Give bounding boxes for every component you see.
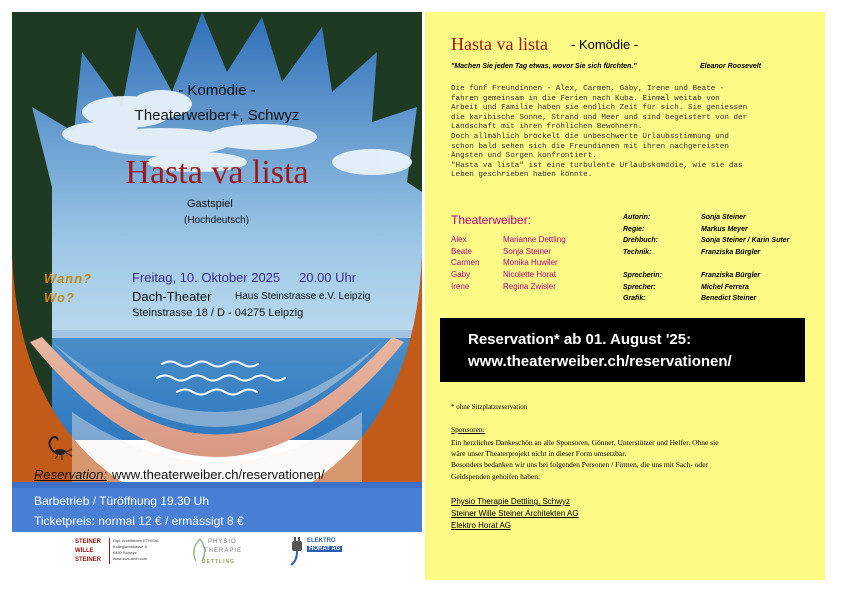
physio-logo-line3: DETTLING bbox=[202, 559, 235, 565]
steiner-logo-detail4: www.sws-arch.com bbox=[113, 556, 148, 561]
reservation-banner-url[interactable]: www.theaterweiber.ch/reservationen/ bbox=[468, 353, 732, 370]
venue-name: Dach-Theater bbox=[132, 289, 212, 304]
cast-role: Alex bbox=[451, 235, 467, 245]
cast-heading: Theaterweiber: bbox=[451, 213, 532, 227]
steiner-logo-detail2: Kollegiumstrasse 5 bbox=[113, 544, 147, 549]
sponsor-link[interactable]: Elektro Horat AG bbox=[451, 521, 512, 530]
cast-actor: Monika Huwiler bbox=[503, 258, 558, 268]
synopsis-line: Landschaft mit ihren fröhlichen Bewohnern. bbox=[451, 123, 643, 132]
plug-icon bbox=[287, 537, 309, 569]
crew-role: Drehbuch: bbox=[623, 237, 658, 245]
synopsis-line: "Hasta va lista" ist eine turbulente Urlaubskomödie, wie sie das bbox=[451, 161, 743, 170]
cast-row bbox=[451, 257, 566, 269]
crew-row bbox=[623, 282, 789, 294]
crew-name: Sonja Steiner / Karin Suter bbox=[701, 237, 790, 245]
venue-house: Haus Steinstrasse e.V. Leipzig bbox=[235, 291, 371, 302]
steiner-logo-detail3: 6430 Schwyz bbox=[113, 550, 137, 555]
cast-role: Carmen bbox=[451, 258, 480, 268]
elektro-logo-line2: HORAT AG bbox=[309, 546, 341, 552]
physio-logo-line2: THERAPIE bbox=[204, 548, 243, 554]
physio-logo-line1: PHYSIO bbox=[208, 539, 237, 545]
crew-role bbox=[623, 258, 701, 270]
venue-address: Steinstrasse 18 / D - 04275 Leipzig bbox=[132, 307, 304, 319]
crew-list bbox=[623, 212, 789, 305]
event-date: Freitag, 10. Oktober 2025 bbox=[132, 270, 281, 285]
synopsis-line: Leben geschrieben haben könnte. bbox=[451, 171, 593, 180]
elektro-horat-logo bbox=[287, 537, 357, 573]
ticket-prices: Ticketpreis: normal 12 € / ermässigt 8 € bbox=[34, 514, 244, 528]
where-label: Wo? bbox=[44, 290, 75, 305]
sponsors-text-line: Geldspenden geholfen haben: bbox=[451, 471, 541, 481]
crew-role: Sprecherin: bbox=[623, 272, 662, 280]
event-time: 20.00 Uhr bbox=[299, 270, 357, 285]
reservation-url[interactable]: www.theaterweiber.ch/reservationen/ bbox=[112, 467, 325, 482]
sponsor-link[interactable]: Physio Therapie Dettling, Schwyz bbox=[451, 497, 571, 506]
crew-row bbox=[623, 258, 789, 270]
synopsis-line: die karibische Sonne, Strand und Meer und sind begeistert von der bbox=[451, 113, 748, 122]
synopsis-line: schon bald sehen sich die Freundinnen mit ihren nachgereisten bbox=[451, 142, 729, 151]
crew-row bbox=[623, 235, 789, 247]
crew-name: Franziska Bürgler bbox=[701, 249, 761, 257]
info-bar bbox=[12, 488, 422, 532]
info-title: Hasta va lista bbox=[451, 34, 548, 54]
bar-opening-text: Barbetrieb / Türöffnung 19.30 Uh bbox=[34, 494, 210, 508]
synopsis-line: Arbeit und Familie haben sie endlich Zeit für sich. Sie geniessen bbox=[451, 104, 748, 113]
crew-role: Autorin: bbox=[623, 214, 651, 222]
crew-role: Regie: bbox=[623, 225, 645, 233]
synopsis-line: Doch allmählich bröckelt die unbeschwerte Urlaubsstimmung und bbox=[451, 132, 729, 141]
reservation-label: Reservation: bbox=[34, 467, 107, 482]
sponsors-text-line: wäre unser Theaterprojekt nicht in dieser Form umsetzbar. bbox=[451, 449, 627, 459]
sponsors-text-line: Besonders bedanken wir uns bei folgenden Personen / Firmen, die uns mit Sach- oder bbox=[451, 460, 709, 470]
poster-genre: - Komödie - bbox=[178, 82, 256, 99]
sponsors-text bbox=[451, 437, 821, 482]
cast-actor: Marianne Dettling bbox=[503, 235, 566, 245]
quote-author: Eleanor Roosevelt bbox=[700, 63, 762, 70]
crew-name: Michel Ferrera bbox=[701, 283, 749, 291]
cast-role: Irene bbox=[451, 281, 470, 291]
poster-title: Hasta va lista bbox=[125, 154, 309, 191]
info-page bbox=[425, 12, 825, 580]
cast-row bbox=[451, 269, 566, 281]
quote-text: "Machen Sie jeden Tag etwas, wovor Sie sich fürchten." bbox=[451, 63, 637, 70]
cast-actor: Sonja Steiner bbox=[503, 246, 552, 256]
reservation-banner-line1: Reservation* ab 01. August '25: bbox=[468, 331, 692, 348]
physio-dettling-logo bbox=[190, 537, 260, 571]
cast-list bbox=[451, 234, 566, 292]
sponsors-text-line: Ein herzliches Dankeschön an alle Sponsoren, Gönner, Unterstützer und Helfer. Ohne sie bbox=[451, 438, 719, 447]
crew-name: Franziska Bürgler bbox=[701, 272, 761, 280]
crew-name: Markus Meyer bbox=[701, 225, 748, 233]
crew-role: Sprecher: bbox=[623, 283, 656, 291]
cast-row bbox=[451, 246, 566, 258]
crew-name: Benedict Steiner bbox=[701, 295, 757, 303]
steiner-logo-divider bbox=[109, 538, 110, 564]
cast-row bbox=[451, 234, 566, 246]
synopsis-line: fahren gemeinsam in die Ferien nach Kuba. Einmal weitab von bbox=[451, 94, 720, 103]
steiner-logo-line1: STEINER bbox=[75, 539, 102, 545]
info-genre: - Komödie - bbox=[571, 37, 639, 52]
sponsor-link[interactable]: Steiner Wille Steiner Architekten AG bbox=[451, 509, 579, 518]
crew-role: Technik: bbox=[623, 249, 652, 257]
crew-row bbox=[623, 224, 789, 236]
cast-row bbox=[451, 280, 566, 292]
poster-subtitle-gastspiel: Gastspiel bbox=[187, 198, 233, 210]
synopsis-line: Ängsten und Sorgen konfrontiert. bbox=[451, 152, 597, 161]
when-label: Wann? bbox=[44, 271, 93, 286]
cast-actor: Regina Zwisler bbox=[503, 281, 556, 291]
synopsis bbox=[451, 85, 811, 181]
cast-actor: Nicolette Horat bbox=[503, 270, 556, 280]
steiner-logo-line2: WILLE bbox=[75, 548, 94, 554]
crew-row bbox=[623, 270, 789, 282]
crew-role: Grafik: bbox=[623, 295, 646, 303]
crew-row bbox=[623, 293, 789, 305]
sponsor-links bbox=[451, 496, 579, 532]
synopsis-line: Die fünf Freundinnen - Alex, Carmen, Gaby, Irene und Beate - bbox=[451, 85, 725, 93]
steiner-wille-steiner-logo bbox=[75, 538, 175, 578]
crew-row bbox=[623, 212, 789, 224]
reservation-banner bbox=[440, 318, 805, 382]
crew-name: Sonja Steiner bbox=[701, 214, 746, 222]
cast-role: Gaby bbox=[451, 270, 471, 280]
crew-name bbox=[701, 258, 789, 270]
elektro-logo-line1: ELEKTRO bbox=[307, 538, 336, 544]
reservation-footnote: * ohne Sitzplatzreservation bbox=[451, 403, 528, 411]
cast-role: Beate bbox=[451, 246, 472, 256]
steiner-logo-detail1: Dipl. Architekten ETH/SIA bbox=[113, 538, 159, 543]
steiner-logo-line3: STEINER bbox=[75, 557, 102, 563]
poster bbox=[12, 12, 422, 532]
poster-group: Theaterweiber+, Schwyz bbox=[134, 107, 300, 124]
poster-subtitle-language: (Hochdeutsch) bbox=[184, 215, 250, 226]
sponsors-heading: Sponsoren: bbox=[451, 425, 485, 434]
crew-row bbox=[623, 247, 789, 259]
